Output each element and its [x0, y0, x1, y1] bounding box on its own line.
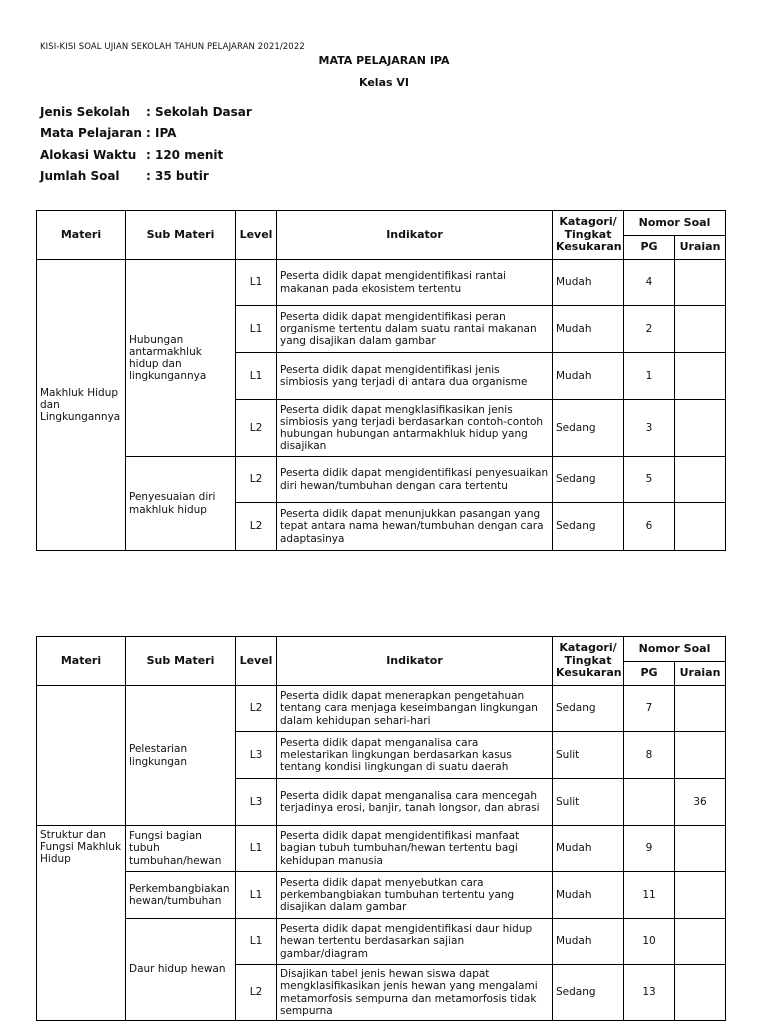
sub-materi-cell: Pelestarian lingkungan	[126, 686, 236, 826]
header-nomor-soal: Nomor Soal	[624, 637, 726, 662]
pg-cell: 2	[624, 306, 675, 353]
kategori-cell: Sedang	[553, 503, 624, 551]
header-level: Level	[236, 211, 277, 260]
level-cell: L1	[236, 306, 277, 353]
info-row-jenis-sekolah	[40, 101, 252, 123]
indikator-cell: Peserta didik dapat mengklasifikasikan jenis simbiosis yang terjadi berdasarkan contoh-contoh hubungan hubungan antarmakhluk hidup yang disajikan	[277, 400, 553, 457]
header-materi: Materi	[37, 637, 126, 686]
table-row	[37, 826, 726, 872]
table-row	[37, 457, 726, 503]
sub-materi-cell: Daur hidup hewan	[126, 919, 236, 1021]
kisi-kisi-table-1	[36, 210, 726, 551]
uraian-cell	[675, 400, 726, 457]
info-row-alokasi-waktu	[40, 144, 252, 166]
uraian-cell	[675, 457, 726, 503]
info-label: Mata Pelajaran	[40, 126, 142, 141]
kategori-cell: Mudah	[553, 306, 624, 353]
uraian-cell	[675, 826, 726, 872]
level-cell: L1	[236, 353, 277, 400]
indikator-cell: Peserta didik dapat menunjukkan pasangan yang tepat antara nama hewan/tumbuhan dengan cara adaptasinya	[277, 503, 553, 551]
uraian-cell	[675, 503, 726, 551]
kategori-cell: Sedang	[553, 400, 624, 457]
sub-materi-cell: Perkembangbiakan hewan/tumbuhan	[126, 872, 236, 919]
level-cell: L1	[236, 872, 277, 919]
document-title: MATA PELAJARAN IPA	[318, 54, 450, 67]
uraian-cell	[675, 872, 726, 919]
materi-cell: Makhluk Hidup dan Lingkungannya	[37, 260, 126, 551]
sub-materi-cell: Hubungan antarmakhluk hidup dan lingkungannya	[126, 260, 236, 457]
document-subtitle: Kelas VI	[359, 76, 409, 89]
header-sub-materi: Sub Materi	[126, 637, 236, 686]
info-block	[40, 101, 252, 187]
header-pg: PG	[624, 236, 675, 260]
info-row-jumlah-soal	[40, 166, 252, 188]
indikator-cell: Peserta didik dapat menyebutkan cara perkembangbiakan tumbuhan tertentu yang disajikan dalam gambar	[277, 872, 553, 919]
info-row-mata-pelajaran	[40, 123, 252, 145]
kategori-cell: Sulit	[553, 732, 624, 779]
level-cell: L3	[236, 779, 277, 826]
kategori-cell: Mudah	[553, 826, 624, 872]
table-row	[37, 919, 726, 965]
pg-cell: 5	[624, 457, 675, 503]
uraian-cell	[675, 965, 726, 1021]
info-label: Alokasi Waktu	[40, 147, 137, 162]
table-row	[37, 872, 726, 919]
level-cell: L1	[236, 826, 277, 872]
sub-materi-cell: Penyesuaian diri makhluk hidup	[126, 457, 236, 551]
kategori-cell: Mudah	[553, 353, 624, 400]
level-cell: L2	[236, 400, 277, 457]
kategori-cell: Sedang	[553, 457, 624, 503]
indikator-cell: Peserta didik dapat menerapkan pengetahuan tentang cara menjaga keseimbangan lingkungan dalam kehidupan sehari-hari	[277, 686, 553, 732]
kategori-cell: Mudah	[553, 260, 624, 306]
indikator-cell: Disajikan tabel jenis hewan siswa dapat mengklasifikasikan jenis hewan yang mengalami metamorfosis sempurna dan metamorfosis tidak sempurna	[277, 965, 553, 1021]
uraian-cell: 36	[675, 779, 726, 826]
header-sub-materi: Sub Materi	[126, 211, 236, 260]
header-level: Level	[236, 637, 277, 686]
header-materi: Materi	[37, 211, 126, 260]
pg-cell: 8	[624, 732, 675, 779]
kategori-cell: Sedang	[553, 965, 624, 1021]
level-cell: L2	[236, 503, 277, 551]
indikator-cell: Peserta didik dapat mengidentifikasi rantai makanan pada ekosistem tertentu	[277, 260, 553, 306]
level-cell: L1	[236, 260, 277, 306]
info-label: Jenis Sekolah	[40, 104, 131, 119]
level-cell: L2	[236, 965, 277, 1021]
info-value: : Sekolah Dasar	[146, 104, 252, 119]
indikator-cell: Peserta didik dapat mengidentifikasi peran organisme tertentu dalam suatu rantai makanan yang disajikan dalam gambar	[277, 306, 553, 353]
header-kategori: Katagori/ Tingkat Kesukaran	[553, 637, 624, 686]
pg-cell: 13	[624, 965, 675, 1021]
pg-cell: 9	[624, 826, 675, 872]
header-indikator: Indikator	[277, 637, 553, 686]
header-nomor-soal: Nomor Soal	[624, 211, 726, 236]
kisi-kisi-table-2	[36, 636, 726, 1021]
indikator-cell: Peserta didik dapat mengidentifikasi daur hidup hewan tertentu berdasarkan sajian gambar/diagram	[277, 919, 553, 965]
level-cell: L2	[236, 686, 277, 732]
kategori-cell: Mudah	[553, 872, 624, 919]
document-header: KISI-KISI SOAL UJIAN SEKOLAH TAHUN PELAJARAN 2021/2022	[40, 42, 305, 52]
uraian-cell	[675, 686, 726, 732]
pg-cell: 10	[624, 919, 675, 965]
level-cell: L2	[236, 457, 277, 503]
pg-cell: 11	[624, 872, 675, 919]
indikator-cell: Peserta didik dapat mengidentifikasi penyesuaikan diri hewan/tumbuhan dengan cara tertentu	[277, 457, 553, 503]
uraian-cell	[675, 919, 726, 965]
info-value: : 120 menit	[146, 147, 224, 162]
header-pg: PG	[624, 662, 675, 686]
pg-cell: 7	[624, 686, 675, 732]
header-kategori: Katagori/ Tingkat Kesukaran	[553, 211, 624, 260]
header-indikator: Indikator	[277, 211, 553, 260]
materi-cell-empty	[37, 686, 126, 826]
kategori-cell: Mudah	[553, 919, 624, 965]
info-value: : IPA	[146, 126, 177, 141]
header-uraian: Uraian	[675, 236, 726, 260]
pg-cell: 3	[624, 400, 675, 457]
pg-cell: 6	[624, 503, 675, 551]
pg-cell	[624, 779, 675, 826]
kategori-cell: Sedang	[553, 686, 624, 732]
info-value: : 35 butir	[146, 169, 209, 184]
uraian-cell	[675, 306, 726, 353]
indikator-cell: Peserta didik dapat menganalisa cara melestarikan lingkungan berdasarkan kasus tentang kondisi lingkungan di suatu daerah	[277, 732, 553, 779]
table-row	[37, 686, 726, 732]
indikator-cell: Peserta didik dapat menganalisa cara mencegah terjadinya erosi, banjir, tanah longsor, dan abrasi	[277, 779, 553, 826]
level-cell: L3	[236, 732, 277, 779]
indikator-cell: Peserta didik dapat mengidentifikasi jenis simbiosis yang terjadi di antara dua organisme	[277, 353, 553, 400]
pg-cell: 4	[624, 260, 675, 306]
level-cell: L1	[236, 919, 277, 965]
indikator-cell: Peserta didik dapat mengidentifikasi manfaat bagian tubuh tumbuhan/hewan tertentu bagi kehidupan manusia	[277, 826, 553, 872]
uraian-cell	[675, 260, 726, 306]
uraian-cell	[675, 353, 726, 400]
table-row	[37, 260, 726, 306]
kategori-cell: Sulit	[553, 779, 624, 826]
materi-cell: Struktur dan Fungsi Makhluk Hidup	[37, 826, 126, 1021]
info-label: Jumlah Soal	[40, 169, 120, 184]
sub-materi-cell: Fungsi bagian tubuh tumbuhan/hewan	[126, 826, 236, 872]
pg-cell: 1	[624, 353, 675, 400]
uraian-cell	[675, 732, 726, 779]
header-uraian: Uraian	[675, 662, 726, 686]
